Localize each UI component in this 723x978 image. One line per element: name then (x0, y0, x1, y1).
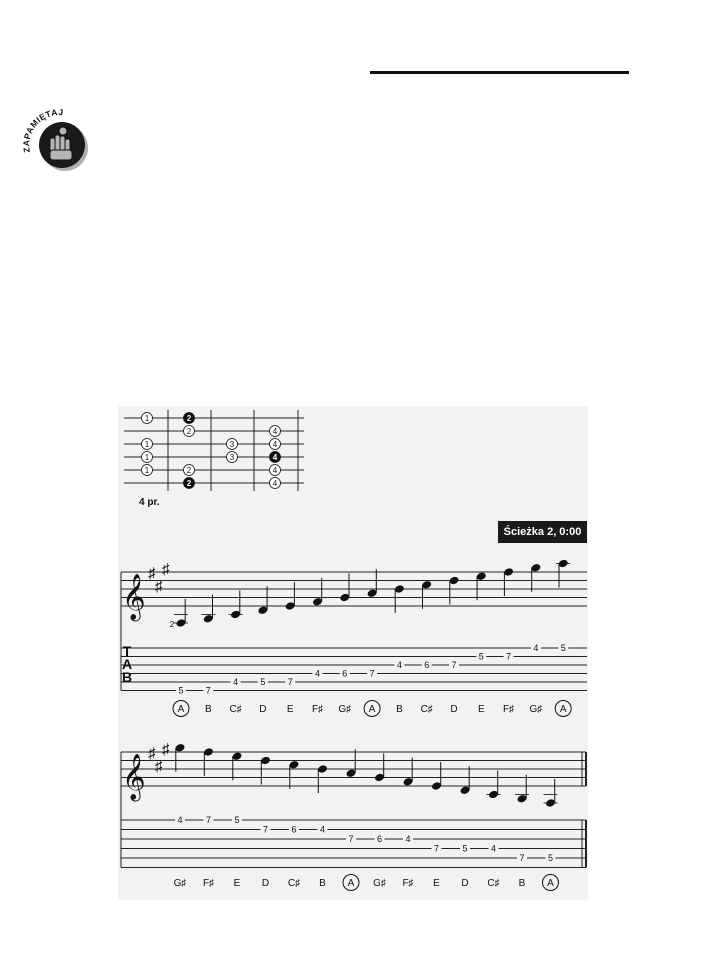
note-name: B (396, 704, 403, 715)
note-name: D (461, 878, 469, 889)
note-name: E (477, 704, 485, 715)
treble-clef-icon: 𝄞 (122, 575, 146, 619)
tab-number: 5 (234, 815, 240, 825)
sharp-icon: ♯ (155, 577, 163, 595)
finger-mark: 2 (169, 620, 175, 629)
note-name: D (261, 878, 270, 889)
notation-system-2 (118, 740, 588, 900)
finger-number: 2 (186, 414, 192, 423)
header-rule (370, 71, 629, 74)
finger-number: 4 (272, 427, 278, 436)
note-name: G♯ (173, 878, 187, 889)
note-name: G♯ (373, 878, 386, 889)
tab-number: 7 (262, 824, 269, 835)
tab-number: 6 (376, 834, 383, 844)
tab-number: 4 (314, 668, 321, 679)
tab-number: 5 (547, 853, 554, 863)
finger-number: 4 (272, 466, 278, 475)
finger-number: 4 (272, 440, 278, 449)
tab-number: 4 (490, 843, 497, 854)
sharp-icon: ♯ (162, 560, 170, 578)
note-name: E (433, 878, 440, 889)
finger-number: 1 (144, 466, 150, 475)
tab-number: 7 (205, 815, 212, 825)
tab-number: 5 (178, 685, 184, 696)
tab-number: 7 (451, 660, 457, 670)
note-name: C♯ (287, 878, 301, 889)
finger-number: 1 (144, 440, 150, 449)
tab-number: 7 (205, 685, 211, 696)
tab-number: 5 (260, 677, 266, 687)
fret-position-label: 4 pr. (139, 497, 160, 508)
note-name: D (259, 704, 267, 715)
note-name: F♯ (202, 878, 215, 889)
track-badge: Ścieżka 2, 0:00 (498, 521, 587, 543)
tab-clef-letter: T (122, 643, 132, 659)
tab-number: 7 (348, 834, 354, 844)
note-name: F♯ (503, 704, 515, 715)
note-name: E (286, 704, 294, 715)
tab-number: 4 (233, 677, 239, 687)
treble-clef-icon: 𝄞 (122, 755, 146, 799)
tab-clef-letter: A (121, 656, 133, 672)
note-name: B (518, 878, 526, 889)
sharp-icon: ♯ (162, 740, 170, 758)
tab-number: 4 (533, 643, 539, 653)
note-name: C♯ (229, 704, 242, 715)
note-name: A (347, 878, 355, 889)
fretboard-diagram (118, 408, 308, 500)
note-name: B (204, 704, 212, 715)
finger-number: 2 (186, 427, 192, 436)
notation-system-1 (118, 560, 588, 720)
sharp-icon: ♯ (148, 565, 156, 582)
note-name: C♯ (487, 878, 500, 889)
note-name: A (547, 878, 554, 889)
tab-number: 6 (424, 660, 430, 670)
note-name: F♯ (311, 704, 324, 715)
tab-number: 7 (287, 677, 293, 687)
finger-number: 1 (144, 453, 150, 462)
tab-number: 6 (291, 824, 297, 835)
tab-number: 5 (462, 843, 468, 854)
remember-stamp (16, 108, 92, 176)
tab-number: 4 (177, 815, 183, 825)
finger-number: 2 (186, 479, 192, 488)
finger-number: 4 (272, 453, 278, 462)
finger-number: 1 (144, 414, 150, 423)
note-name: D (450, 704, 458, 715)
tab-number: 6 (342, 668, 348, 679)
note-name: B (319, 878, 326, 889)
tab-number: 7 (506, 651, 512, 662)
finger-number: 4 (272, 479, 278, 488)
tab-number: 7 (433, 843, 440, 854)
note-name: A (177, 704, 185, 715)
note-name: C♯ (420, 704, 433, 715)
tab-number: 4 (396, 660, 402, 670)
finger-number: 3 (229, 453, 235, 462)
tab-number: 5 (560, 643, 566, 653)
tab-number: 4 (405, 834, 411, 844)
sharp-icon: ♯ (148, 745, 156, 762)
sharp-icon: ♯ (155, 757, 163, 775)
stamp-label: ZAPAMIĘTAJ (21, 108, 64, 154)
tab-number: 7 (519, 853, 525, 863)
finger-number: 3 (229, 440, 235, 449)
tab-number: 5 (478, 651, 484, 662)
note-name: G♯ (338, 704, 352, 715)
note-name: F♯ (402, 878, 414, 889)
note-name: G♯ (529, 704, 543, 715)
tab-number: 4 (319, 824, 326, 835)
note-name: A (368, 704, 376, 715)
finger-number: 2 (186, 466, 192, 475)
note-name: E (233, 878, 241, 889)
note-name: A (559, 704, 567, 715)
tab-number: 7 (369, 668, 375, 679)
tab-clef-letter: B (121, 669, 133, 685)
